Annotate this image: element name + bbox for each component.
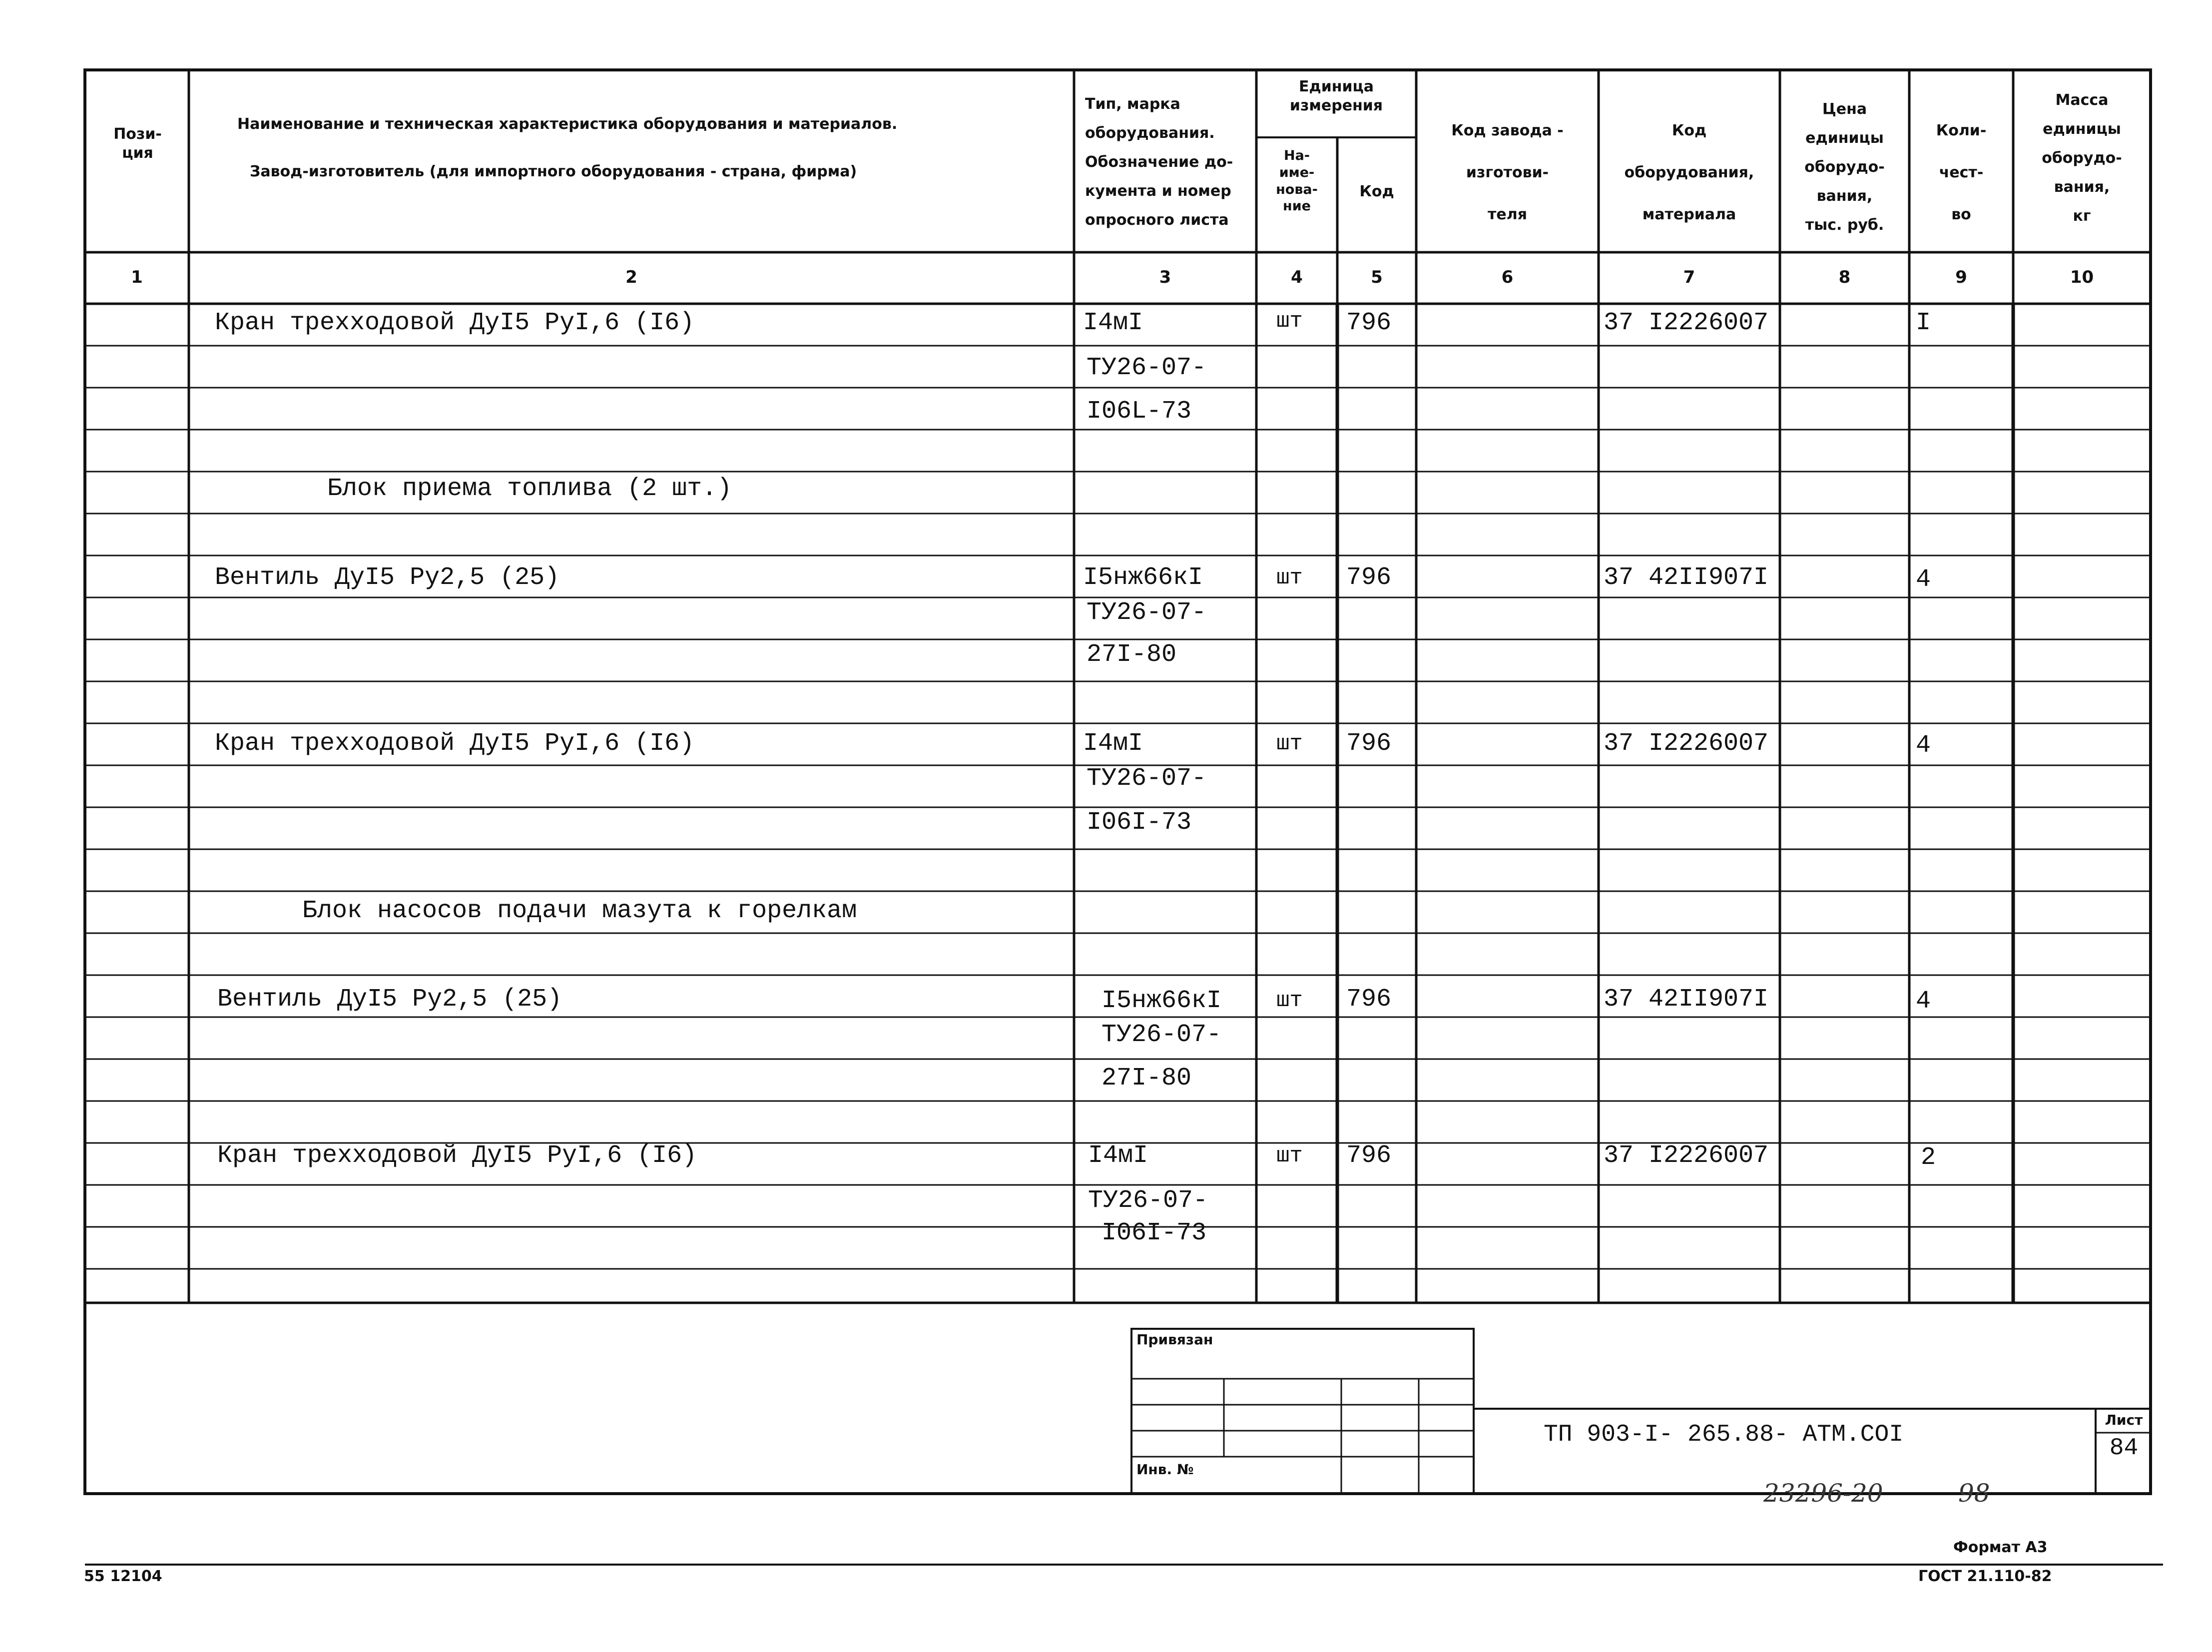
colnum-3: 3 bbox=[1159, 267, 1171, 287]
item-unit-code: 796 bbox=[1346, 1141, 1392, 1170]
header-name-line1: Наименование и техническая характеристика оборудования и материалов. bbox=[237, 115, 898, 133]
item-equipment-code: 37 42II907I bbox=[1604, 985, 1769, 1014]
header-name-line2: Завод-изготовитель (для импортного оборудования - страна, фирма) bbox=[250, 163, 857, 180]
gost-label: ГОСТ 21.110-82 bbox=[1918, 1568, 2052, 1585]
section-heading: Блок приема топлива (2 шт.) bbox=[327, 475, 732, 503]
stamp-privyazan: Привязан bbox=[1136, 1331, 1213, 1348]
item-type: I4мI bbox=[1083, 729, 1143, 758]
item-quantity: 4 bbox=[1916, 731, 1931, 760]
item-name: Вентиль ДуI5 Ру2,5 (25) bbox=[215, 563, 560, 592]
item-equipment-code: 37 42II907I bbox=[1604, 563, 1769, 592]
item-unit-code: 796 bbox=[1346, 563, 1392, 592]
item-unit: шт bbox=[1276, 1143, 1303, 1168]
item-equipment-code: 37 I2226007 bbox=[1604, 309, 1769, 337]
header-unit-code: Код bbox=[1359, 183, 1394, 200]
colnum-9: 9 bbox=[1955, 267, 1967, 287]
item-name: Вентиль ДуI5 Ру2,5 (25) bbox=[217, 985, 562, 1014]
item-name: Кран трехходовой ДуI5 РуI,6 (I6) bbox=[215, 309, 695, 337]
item-type: I06I-73 bbox=[1102, 1219, 1207, 1247]
item-unit-code: 796 bbox=[1346, 985, 1392, 1014]
item-quantity: 4 bbox=[1916, 987, 1931, 1016]
item-quantity: 4 bbox=[1916, 565, 1931, 594]
colnum-5: 5 bbox=[1371, 267, 1383, 287]
header-equipment-code: Код оборудования, материала bbox=[1624, 122, 1754, 223]
item-type: I4мI bbox=[1083, 309, 1143, 337]
item-name: Кран трехходовой ДуI5 РуI,6 (I6) bbox=[215, 729, 695, 758]
colnum-2: 2 bbox=[625, 267, 637, 287]
item-type: 27I-80 bbox=[1102, 1064, 1192, 1093]
item-quantity: 2 bbox=[1921, 1143, 1936, 1172]
item-quantity: I bbox=[1916, 309, 1931, 337]
item-unit-code: 796 bbox=[1346, 729, 1392, 758]
item-unit: шт bbox=[1276, 731, 1303, 756]
item-unit-code: 796 bbox=[1346, 309, 1392, 337]
item-unit: шт bbox=[1276, 309, 1303, 334]
colnum-10: 10 bbox=[2070, 267, 2094, 287]
item-equipment-code: 37 I2226007 bbox=[1604, 1141, 1769, 1170]
item-type: ТУ26-07- bbox=[1102, 1021, 1222, 1049]
left-code: 55 12104 bbox=[84, 1568, 162, 1585]
item-type: I5нж66кI bbox=[1102, 987, 1222, 1015]
item-type: I4мI bbox=[1088, 1141, 1148, 1170]
colnum-4: 4 bbox=[1291, 267, 1303, 287]
header-type: Тип, марка оборудования. Обозначение до- кумента и номер опросного листа bbox=[1085, 95, 1233, 229]
colnum-6: 6 bbox=[1501, 267, 1514, 287]
item-equipment-code: 37 I2226007 bbox=[1604, 729, 1769, 758]
stamp-inventory-number: Инв. № bbox=[1136, 1461, 1194, 1478]
item-type: I5нж66кI bbox=[1083, 563, 1203, 592]
header-maker-code: Код завода - изготови- теля bbox=[1451, 122, 1564, 223]
header-mass: Масса единицы оборудо- вания, кг bbox=[2042, 91, 2122, 225]
header-price: Цена единицы оборудо- вания, тыс. руб. bbox=[1804, 100, 1885, 234]
handwritten-number-2: 98 bbox=[1958, 1479, 1990, 1508]
item-type: ТУ26-07- bbox=[1087, 598, 1207, 627]
format-label: Формат А3 bbox=[1953, 1539, 2048, 1556]
document-code: ТП 903-I- 265.88- АТМ.COI bbox=[1544, 1421, 1904, 1448]
item-type: ТУ26-07- bbox=[1087, 354, 1207, 382]
item-type: I06I-73 bbox=[1087, 808, 1192, 837]
sheet-label: Лист bbox=[2105, 1412, 2143, 1428]
item-unit: шт bbox=[1276, 565, 1303, 590]
section-heading: Блок насосов подачи мазута к горелкам bbox=[302, 897, 857, 925]
sheet-number: 84 bbox=[2109, 1435, 2139, 1462]
header-unit-group: Единица измерения bbox=[1289, 78, 1383, 114]
item-type: ТУ26-07- bbox=[1087, 764, 1207, 793]
item-unit: шт bbox=[1276, 988, 1303, 1013]
header-position: Пози- ция bbox=[113, 125, 162, 162]
colnum-8: 8 bbox=[1838, 267, 1851, 287]
item-type: 27I-80 bbox=[1087, 640, 1177, 669]
colnum-7: 7 bbox=[1683, 267, 1695, 287]
header-quantity: Коли- чест- во bbox=[1936, 122, 1987, 223]
item-name: Кран трехходовой ДуI5 РуI,6 (I6) bbox=[217, 1141, 697, 1170]
item-type: I06L-73 bbox=[1087, 397, 1192, 426]
colnum-1: 1 bbox=[131, 267, 143, 287]
item-type: ТУ26-07- bbox=[1088, 1186, 1208, 1215]
handwritten-number: 23296-20 bbox=[1763, 1479, 1883, 1508]
header-unit-name: На- име- нова- ние bbox=[1276, 148, 1318, 214]
